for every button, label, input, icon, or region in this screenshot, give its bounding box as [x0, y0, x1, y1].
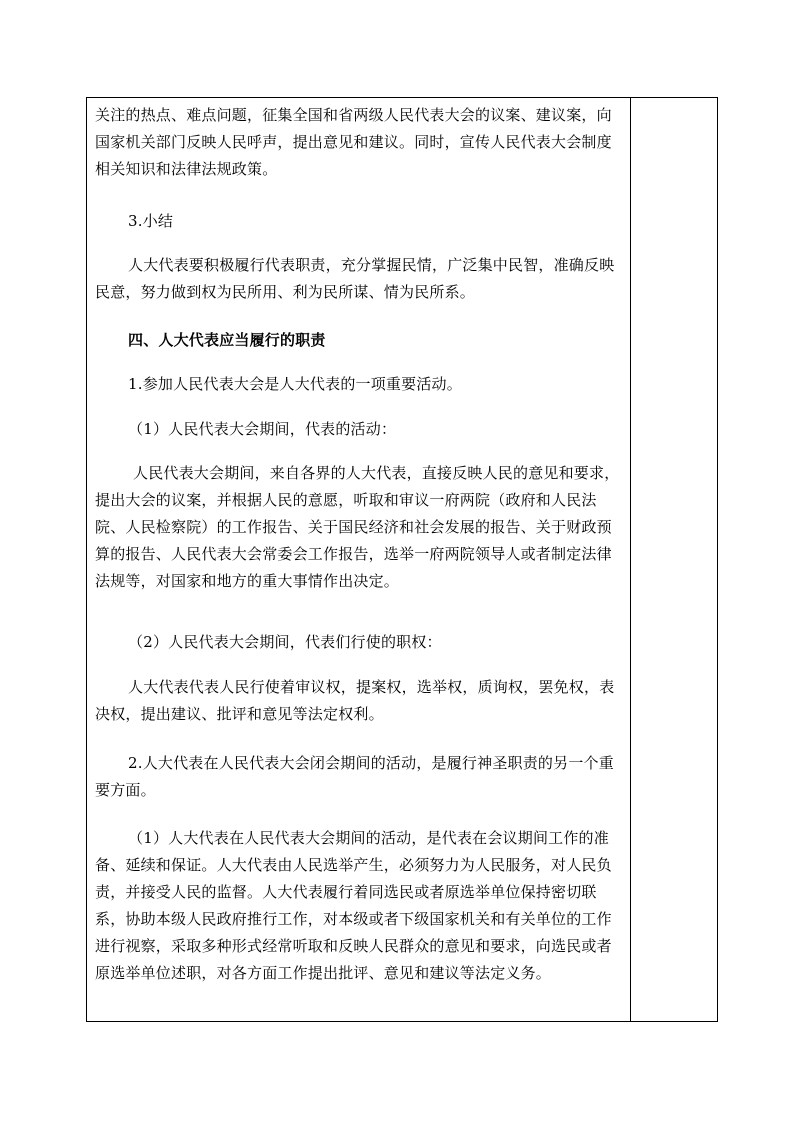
- paragraph: 3.小结: [128, 212, 174, 230]
- paragraph: 2.人大代表在人民代表大会闭会期间的活动，是履行神圣职责的另一个重要方面。: [95, 754, 614, 799]
- paragraph: 人民代表大会期间，来自各界的人大代表，直接反映人民的意见和要求，提出大会的议案，并根据人民的意愿，听取和审议一府两院（政府和人民法院、人民检察院）的工作报告、关于国民经济和社会发展的报告、关于财政预算的报告、人民代表大会常委会工作报告，选举一府两院领导人或者制定法律法规等，对国家和地方的重大事情作出决定。: [95, 464, 620, 590]
- paragraph: （1）人民代表大会期间，代表的活动：: [128, 420, 397, 438]
- paragraph: 关注的热点、难点问题，征集全国和省两级人民代表大会的议案、建议案，向国家机关部门反映人民呼声，提出意见和建议。同时，宣传人民代表大会制度相关知识和法律法规政策。: [95, 106, 612, 178]
- paragraph: 1.参加人民代表大会是人大代表的一项重要活动。: [128, 375, 462, 393]
- paragraph: （1）人大代表在人民代表大会期间的活动，是代表在会议期间工作的准备、延续和保证。人大代表由人民选举产生，必须努力为人民服务，对人民负责，并接受人民的监督。人大代表履行着同选民或者原选举单位保持密切联系，协助本级人民政府推行工作，对本级或者下级国家机关和有关单位的工作进行视察，采取多种形式经常听取和反映人民群众的意见和要求，向选民或者原选举单位述职，对各方面工作提出批评、意见和建议等法定义务。: [95, 829, 612, 982]
- section-heading: 四、人大代表应当履行的职责: [128, 331, 326, 349]
- document-table: [86, 97, 718, 1022]
- paragraph: 人大代表要积极履行代表职责，充分掌握民情，广泛集中民智，准确反映民意，努力做到权为民所用、利为民所谋、情为民所系。: [95, 256, 615, 301]
- paragraph: （2）人民代表大会期间，代表们行使的职权：: [128, 633, 442, 651]
- paragraph: 人大代表代表人民行使着审议权，提案权，选举权，质询权，罢免权，表决权，提出建议、批评和意见等法定权利。: [95, 678, 615, 723]
- column-divider: [630, 98, 631, 1021]
